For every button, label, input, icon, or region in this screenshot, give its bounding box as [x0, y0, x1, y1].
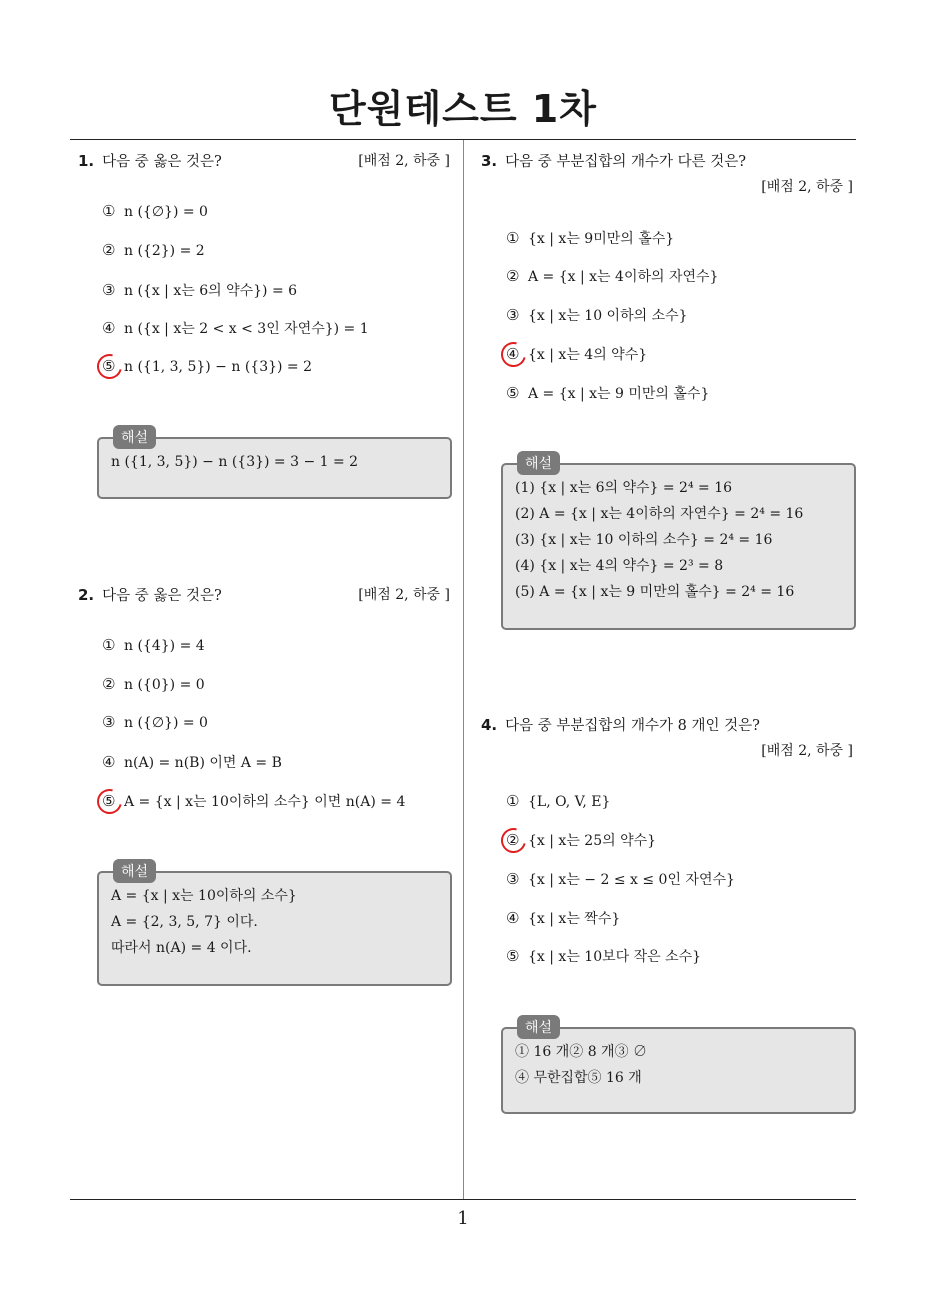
solution-line: (1) {x | x는 6의 약수} = 2⁴ = 16	[515, 480, 733, 496]
option-4[interactable]	[506, 908, 620, 928]
option-marker: ③	[102, 281, 116, 299]
solution-line: A = {2, 3, 5, 7} 이다.	[111, 914, 258, 930]
solution-line: (5) A = {x | x는 9 미만의 홀수} = 2⁴ = 16	[515, 584, 795, 600]
solution-box	[501, 456, 856, 630]
option-1[interactable]	[506, 792, 610, 810]
question-4	[481, 714, 853, 759]
option-text: {x | x는 4의 약수}	[528, 347, 648, 363]
solution-label: 해설	[517, 1015, 560, 1039]
option-marker: ⑤	[506, 384, 520, 402]
solution-label: 해설	[113, 425, 156, 449]
option-marker: ④	[102, 753, 116, 771]
option-marker: ④	[506, 909, 520, 927]
question-text: 다음 중 옳은 것은?	[102, 588, 222, 604]
option-text: {x | x는 9미만의 홀수}	[528, 231, 675, 247]
option-text: n ({x | x는 6의 약수}) = 6	[124, 283, 298, 299]
solution-line: ④ 무한집합⑤ 16 개	[515, 1070, 642, 1086]
option-4[interactable]	[102, 318, 369, 338]
column-divider	[463, 140, 464, 1200]
question-2	[78, 584, 450, 606]
question-score: [배점 2, 하중 ]	[358, 587, 450, 603]
option-2[interactable]	[102, 241, 205, 259]
option-text: n ({x | x는 2 < x < 3인 자연수}) = 1	[124, 321, 369, 337]
question-number: 2.	[78, 586, 95, 604]
option-text: n ({∅}) = 0	[124, 204, 208, 220]
question-1	[78, 150, 450, 172]
option-marker: ①	[506, 792, 520, 810]
option-marker: ②	[506, 267, 520, 285]
option-text: A = {x | x는 4이하의 자연수}	[528, 269, 719, 285]
option-marker: ③	[102, 713, 116, 731]
option-1[interactable]	[102, 636, 205, 654]
option-text: {x | x는 10보다 작은 소수}	[528, 949, 702, 965]
option-5[interactable]	[506, 946, 701, 966]
option-text: {x | x는 25의 약수}	[528, 833, 657, 849]
option-5[interactable]	[102, 791, 405, 811]
option-marker: ①	[102, 202, 116, 220]
solution-label: 해설	[113, 859, 156, 883]
option-2[interactable]	[506, 266, 718, 286]
option-marker: ④	[102, 319, 116, 337]
option-3[interactable]	[506, 305, 688, 325]
question-number: 3.	[481, 152, 498, 170]
question-number: 4.	[481, 716, 498, 734]
option-marker-correct: ⑤	[102, 357, 124, 375]
question-text: 다음 중 옳은 것은?	[102, 154, 222, 170]
question-text: 다음 중 부분집합의 개수가 8 개인 것은?	[505, 718, 760, 734]
option-marker: ①	[102, 636, 116, 654]
option-text: {L, O, V, E}	[528, 794, 611, 810]
solution-line: n ({1, 3, 5}) − n ({3}) = 3 − 1 = 2	[111, 454, 359, 470]
option-text: n(A) = n(B) 이면 A = B	[124, 755, 282, 771]
option-1[interactable]	[506, 228, 674, 248]
bottom-rule	[70, 1199, 856, 1200]
option-4[interactable]	[506, 344, 647, 364]
option-text: n ({4}) = 4	[124, 638, 205, 654]
option-5[interactable]	[506, 383, 709, 403]
option-marker: ③	[506, 306, 520, 324]
solution-line: ① 16 개② 8 개③ ∅	[515, 1044, 648, 1060]
solution-line: (4) {x | x는 4의 약수} = 2³ = 8	[515, 558, 724, 574]
question-score: [배점 2, 하중 ]	[761, 179, 853, 195]
option-marker-correct: ②	[506, 831, 528, 849]
solution-line: (3) {x | x는 10 이하의 소수} = 2⁴ = 16	[515, 532, 773, 548]
option-text: {x | x는 짝수}	[528, 911, 621, 927]
page-number: 1	[457, 1208, 469, 1229]
question-number: 1.	[78, 152, 95, 170]
option-1[interactable]	[102, 202, 208, 220]
option-3[interactable]	[102, 280, 297, 300]
question-score: [배점 2, 하중 ]	[358, 153, 450, 169]
page-title: 단원테스트 1차	[329, 87, 597, 131]
solution-box	[97, 430, 452, 499]
option-3[interactable]	[102, 713, 208, 731]
option-marker: ②	[102, 675, 116, 693]
question-score: [배점 2, 하중 ]	[761, 743, 853, 759]
option-marker: ①	[506, 229, 520, 247]
option-text: n ({2}) = 2	[124, 243, 205, 259]
solution-label: 해설	[517, 451, 560, 475]
option-3[interactable]	[506, 869, 735, 889]
option-text: n ({1, 3, 5}) − n ({3}) = 2	[124, 359, 313, 375]
question-3	[481, 150, 853, 195]
option-2[interactable]	[102, 675, 205, 693]
option-text: A = {x | x는 9 미만의 홀수}	[528, 386, 710, 402]
option-marker: ②	[102, 241, 116, 259]
solution-box	[501, 1020, 856, 1114]
option-text: n ({∅}) = 0	[124, 715, 208, 731]
option-2[interactable]	[506, 830, 656, 850]
solution-line: A = {x | x는 10이하의 소수}	[111, 888, 297, 904]
solution-box	[97, 864, 452, 986]
option-marker-correct: ④	[506, 345, 528, 363]
option-text: n ({0}) = 0	[124, 677, 205, 693]
option-marker: ③	[506, 870, 520, 888]
option-text: A = {x | x는 10이하의 소수} 이면 n(A) = 4	[124, 794, 406, 810]
option-marker-correct: ⑤	[102, 792, 124, 810]
solution-line: 따라서 n(A) = 4 이다.	[111, 940, 252, 956]
option-text: {x | x는 − 2 ≤ x ≤ 0인 자연수}	[528, 872, 735, 888]
option-text: {x | x는 10 이하의 소수}	[528, 308, 688, 324]
option-marker: ⑤	[506, 947, 520, 965]
question-text: 다음 중 부분집합의 개수가 다른 것은?	[505, 154, 747, 170]
option-4[interactable]	[102, 752, 282, 772]
option-5[interactable]	[102, 357, 312, 375]
solution-line: (2) A = {x | x는 4이하의 자연수} = 2⁴ = 16	[515, 506, 804, 522]
